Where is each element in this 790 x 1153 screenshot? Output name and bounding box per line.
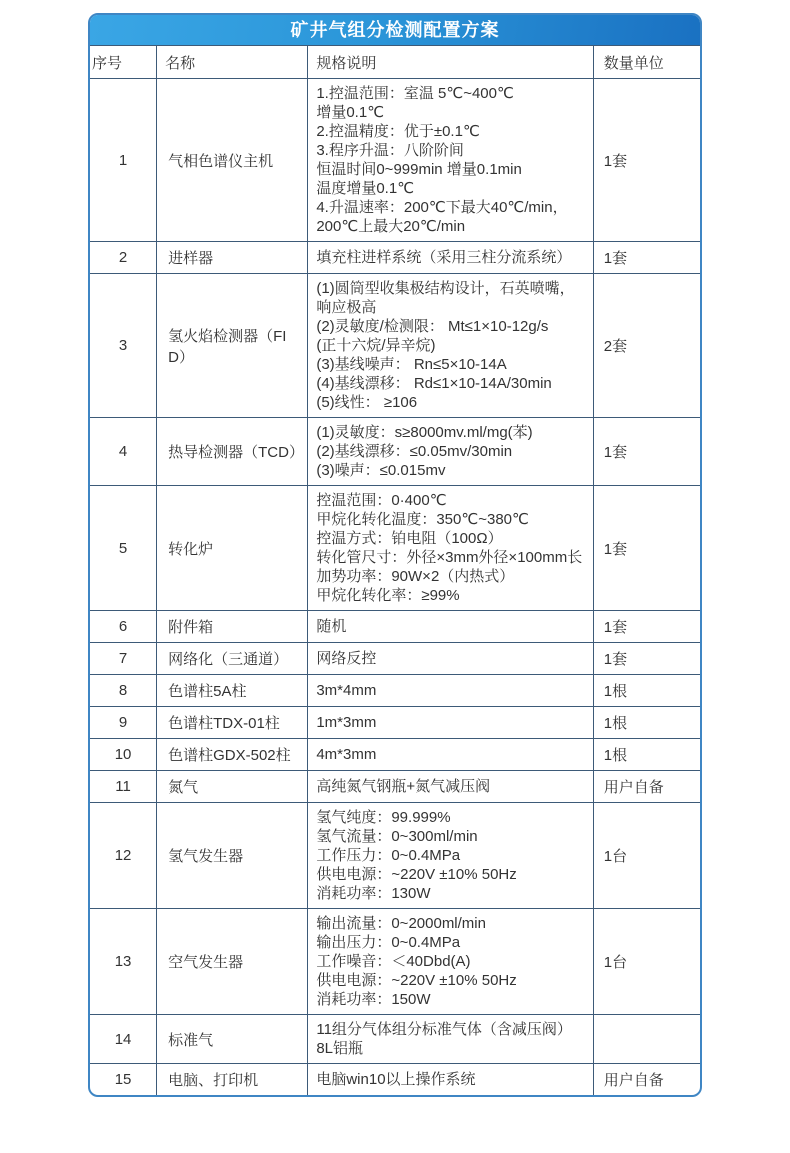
spec-line: 控温范围：0·400℃ [316, 492, 447, 509]
spec-line: 输出压力：0~0.4MPa [316, 934, 461, 951]
cell-qty [593, 1015, 700, 1064]
cell-spec [308, 418, 593, 486]
spec-line: 输出流量：0~2000ml/min [316, 915, 486, 932]
spec-line: 3.程序升温：八阶阶间 [316, 142, 464, 159]
spec-line: 工作噪音：＜40Dbd(A) [316, 953, 471, 970]
table-row [90, 707, 701, 739]
spec-line: 温度增量0.1℃ [316, 180, 415, 197]
cell-name: 附件箱 [157, 611, 308, 643]
cell-name: 氢气发生器 [157, 803, 308, 909]
cell-name: 网络化（三通道） [157, 643, 308, 675]
table-row [90, 675, 701, 707]
table-row [90, 643, 701, 675]
spec-line: (3)基线噪声： Rn≤5×10-14A [316, 356, 507, 373]
cell-qty: 1根 [593, 739, 700, 771]
cell-qty: 1套 [593, 79, 700, 242]
cell-no: 3 [90, 274, 157, 418]
cell-spec [308, 739, 593, 771]
table-row [90, 909, 701, 1015]
spec-line: 恒温时间0~999min 增量0.1min [316, 161, 522, 178]
spec-line: 1.控温范围：室温 5℃~400℃ [316, 85, 514, 102]
spec-line: 高纯氮气钢瓶+氮气减压阀 [316, 778, 491, 795]
cell-qty: 1套 [593, 486, 700, 611]
cell-spec [308, 909, 593, 1015]
cell-name: 气相色谱仪主机 [157, 79, 308, 242]
spec-line: (2)灵敏度/检测限： Mt≤1×10-12g/s [316, 318, 549, 335]
cell-name: 色谱柱TDX-01柱 [157, 707, 308, 739]
cell-name: 电脑、打印机 [157, 1064, 308, 1096]
spec-line: 控温方式：铂电阻（100Ω） [316, 530, 503, 547]
cell-no: 15 [90, 1064, 157, 1096]
cell-spec [308, 611, 593, 643]
spec-line: 2.控温精度：优于±0.1℃ [316, 123, 480, 140]
cell-spec [308, 274, 593, 418]
spec-line: 氢气流量：0~300ml/min [316, 828, 478, 845]
cell-spec [308, 675, 593, 707]
spec-line: 加势功率：90W×2（内热式） [316, 568, 515, 585]
table-row [90, 79, 701, 242]
cell-name: 色谱柱GDX-502柱 [157, 739, 308, 771]
cell-no: 8 [90, 675, 157, 707]
column-header-name: 名称 [157, 46, 308, 79]
cell-qty: 1套 [593, 611, 700, 643]
cell-qty: 1套 [593, 242, 700, 274]
cell-name: 氮气 [157, 771, 308, 803]
cell-qty: 1台 [593, 909, 700, 1015]
cell-no: 11 [90, 771, 157, 803]
table-body [90, 79, 701, 1096]
spec-line: 供电电源：~220V ±10% 50Hz [316, 972, 517, 989]
table-header-row [90, 46, 701, 79]
cell-no: 12 [90, 803, 157, 909]
table-row [90, 803, 701, 909]
cell-spec [308, 1015, 593, 1064]
spec-line: 消耗功率：130W [316, 885, 431, 902]
spec-line: 11组分气体组分标准气体（含减压阀） [316, 1021, 572, 1038]
cell-spec [308, 79, 593, 242]
spec-line: 转化管尺寸：外径×3mm外径×100mm长 [316, 549, 583, 566]
column-header-no: 序号 [90, 46, 157, 79]
cell-qty: 1套 [593, 418, 700, 486]
cell-name: 色谱柱5A柱 [157, 675, 308, 707]
spec-line: 200℃上最大20℃/min [316, 218, 466, 235]
spec-line: 网络反控 [316, 650, 377, 667]
cell-name: 氢火焰检测器（FID） [157, 274, 308, 418]
cell-no: 6 [90, 611, 157, 643]
spec-line: (1)圆筒型收集极结构设计，石英喷嘴， [316, 280, 575, 297]
cell-no: 2 [90, 242, 157, 274]
cell-spec [308, 643, 593, 675]
spec-line: (1)灵敏度：s≥8000mv.ml/mg(苯) [316, 424, 533, 441]
spec-line: (3)噪声：≤0.015mv [316, 462, 446, 479]
cell-no: 4 [90, 418, 157, 486]
cell-qty: 2套 [593, 274, 700, 418]
spec-line: 甲烷化转化温度：350℃~380℃ [316, 511, 529, 528]
cell-spec [308, 486, 593, 611]
spec-line: 8L铝瓶 [316, 1040, 364, 1057]
spec-line: 3m*4mm [316, 682, 377, 699]
cell-qty: 1台 [593, 803, 700, 909]
spec-line: 电脑win10以上操作系统 [316, 1071, 476, 1088]
cell-qty: 1套 [593, 643, 700, 675]
cell-qty: 1根 [593, 675, 700, 707]
spec-line: 1m*3mm [316, 714, 377, 731]
table-row [90, 418, 701, 486]
spec-line: (正十六烷/异辛烷) [316, 337, 436, 354]
spec-line: 4m*3mm [316, 746, 377, 763]
cell-no: 10 [90, 739, 157, 771]
spec-sheet [88, 13, 702, 1097]
cell-name: 热导检测器（TCD） [157, 418, 308, 486]
table-row [90, 771, 701, 803]
column-header-qty: 数量单位 [593, 46, 700, 79]
spec-line: 随机 [316, 618, 347, 635]
cell-qty: 1根 [593, 707, 700, 739]
table-row [90, 486, 701, 611]
column-header-spec: 规格说明 [308, 46, 593, 79]
spec-line: 氢气纯度：99.999% [316, 809, 451, 826]
cell-no: 5 [90, 486, 157, 611]
cell-no: 9 [90, 707, 157, 739]
spec-line: 4.升温速率：200℃下最大40℃/min， [316, 199, 568, 216]
cell-spec [308, 242, 593, 274]
cell-spec [308, 707, 593, 739]
page-title: 矿井气组分检测配置方案 [90, 15, 700, 46]
table-row [90, 1064, 701, 1096]
table-row [90, 611, 701, 643]
cell-name: 进样器 [157, 242, 308, 274]
spec-line: 甲烷化转化率：≥99% [316, 587, 460, 604]
spec-line: 供电电源：~220V ±10% 50Hz [316, 866, 517, 883]
cell-name: 转化炉 [157, 486, 308, 611]
cell-name: 标准气 [157, 1015, 308, 1064]
spec-line: (4)基线漂移： Rd≤1×10-14A/30min [316, 375, 552, 392]
spec-line: (2)基线漂移：≤0.05mv/30min [316, 443, 513, 460]
cell-spec [308, 771, 593, 803]
spec-line: (5)线性： ≥106 [316, 394, 418, 411]
cell-no: 13 [90, 909, 157, 1015]
table-row [90, 242, 701, 274]
cell-no: 14 [90, 1015, 157, 1064]
spec-table [89, 45, 701, 1096]
spec-line: 响应极高 [316, 299, 377, 316]
cell-qty: 用户自备 [593, 771, 700, 803]
spec-line: 工作压力：0~0.4MPa [316, 847, 461, 864]
table-row [90, 1015, 701, 1064]
cell-no: 7 [90, 643, 157, 675]
spec-line: 消耗功率：150W [316, 991, 431, 1008]
table-row [90, 739, 701, 771]
cell-spec [308, 1064, 593, 1096]
spec-line: 增量0.1℃ [316, 104, 385, 121]
cell-spec [308, 803, 593, 909]
cell-qty: 用户自备 [593, 1064, 700, 1096]
cell-name: 空气发生器 [157, 909, 308, 1015]
cell-no: 1 [90, 79, 157, 242]
spec-line: 填充柱进样系统（采用三柱分流系统） [316, 249, 572, 266]
table-row [90, 274, 701, 418]
